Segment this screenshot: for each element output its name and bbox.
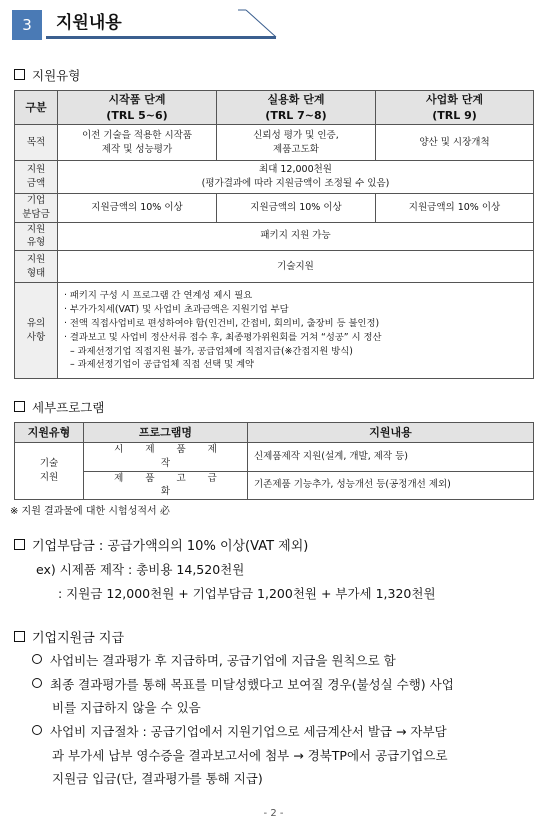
burden-example: ex) 시제품 제작 : 총비용 14,520천원 — [36, 562, 245, 577]
cell-amount: 최대 12,000천원 (평가결과에 따라 지원금액이 조정될 수 있음) — [58, 161, 534, 194]
circle-bullet-icon — [32, 654, 42, 664]
cell-purpose-1: 이전 기술을 적용한 시작품 제작 및 성능평가 — [58, 125, 217, 161]
square-bullet-icon — [14, 539, 25, 550]
note-item: – 과제선정기업 직접지원 불가, 공급업체에 직접지급(※간접지원 방식) — [70, 345, 353, 357]
row-label-amount: 지원 금액 — [15, 161, 58, 194]
th-category: 구분 — [15, 91, 58, 125]
cell-program-2: 제품고급화 — [84, 471, 248, 500]
th-commercial: 실용화 단계 (TRL 7~8) — [217, 91, 376, 125]
square-bullet-icon — [14, 401, 25, 412]
cell-content-1: 신제품제작 지원(설계, 개발, 제작 등) — [248, 443, 534, 472]
row-label-purpose: 목적 — [15, 125, 58, 161]
payment-item-2: 최종 결과평가를 통해 목표를 미달성했다고 보여질 경우(불성실 수행) 사업 — [32, 675, 454, 693]
row-label-notes: 유의 사항 — [15, 283, 58, 379]
circle-bullet-icon — [32, 678, 42, 688]
th-business: 사업화 단계 (TRL 9) — [376, 91, 534, 125]
title-decoration — [238, 9, 278, 39]
row-label-form: 지원 형태 — [15, 251, 58, 283]
payment-item-2-cont: 비를 지급하지 않을 수 있음 — [52, 700, 201, 715]
square-bullet-icon — [14, 69, 25, 80]
burden-breakdown: : 지원금 12,000천원 + 기업부담금 1,200천원 + 부가세 1,320천원 — [58, 586, 436, 601]
note-item: · 부가가치세(VAT) 및 사업비 초과금액은 지원기업 부담 — [64, 303, 289, 315]
payment-item-3: 사업비 지급절차 : 공급기업에서 지원기업으로 세금계산서 발급 → 자부담 — [32, 722, 447, 740]
cell-program-1: 시제품제작 — [84, 443, 248, 472]
cell-share-3: 지원금액의 10% 이상 — [376, 194, 534, 223]
burden-heading: 기업부담금 : 공급가액의의 10% 이상(VAT 제외) — [14, 535, 308, 554]
payment-item-1: 사업비는 결과평가 후 지급하며, 공급기업에 지급을 원칙으로 함 — [32, 651, 396, 669]
note-item: · 결과보고 및 사업비 정산서류 접수 후, 최종평가위원회를 거쳐 “성공” 시 정산 — [64, 331, 382, 343]
cell-share-1: 지원금액의 10% 이상 — [58, 194, 217, 223]
section-title: 지원내용 — [46, 10, 252, 39]
th-program-name: 프로그램명 — [84, 423, 248, 443]
payment-item-3-cont: 과 부가세 납부 영수증을 결과보고서에 첨부 → 경북TP에서 공급기업으로 — [52, 748, 448, 763]
cell-tech-support: 기술 지원 — [15, 443, 84, 500]
payment-item-3-cont2: 지원금 입금(단, 결과평가를 통해 지급) — [52, 771, 263, 786]
cell-purpose-2: 신뢰성 평가 및 인증, 제품고도화 — [217, 125, 376, 161]
cell-notes — [58, 283, 534, 379]
th-prototype: 시작품 단계 (TRL 5~6) — [58, 91, 217, 125]
sub-program-heading: 세부프로그램 — [14, 398, 104, 416]
row-label-share: 기업 분담금 — [15, 194, 58, 223]
support-type-heading: 지원유형 — [14, 66, 80, 84]
page-number: - 2 - — [263, 808, 284, 819]
note-item: – 과제선정기업이 공급업체 직접 선택 및 계약 — [70, 359, 255, 371]
sub-program-table — [14, 422, 534, 500]
th-support-content: 지원내용 — [248, 423, 534, 443]
circle-bullet-icon — [32, 725, 42, 735]
th-support-type: 지원유형 — [15, 423, 84, 443]
note-item: · 패키지 구성 시 프로그램 간 연계성 제시 필요 — [64, 289, 253, 301]
support-type-table — [14, 90, 534, 379]
row-label-type: 지원 유형 — [15, 222, 58, 251]
cell-type: 패키지 지원 가능 — [58, 222, 534, 251]
cell-form: 기술지원 — [58, 251, 534, 283]
square-bullet-icon — [14, 631, 25, 642]
cell-content-2: 기존제품 기능추가, 성능개선 등(공정개선 제외) — [248, 471, 534, 500]
cell-purpose-3: 양산 및 시장개척 — [376, 125, 534, 161]
section-header — [12, 10, 272, 40]
payment-heading: 기업지원금 지급 — [14, 627, 124, 646]
section-number: 3 — [12, 10, 42, 40]
note-item: · 전액 직접사업비로 편성하여야 함(인건비, 간접비, 회의비, 출장비 등 불인정) — [64, 317, 380, 329]
test-report-note: ※ 지원 결과물에 대한 시험성적서 必 — [10, 506, 170, 517]
cell-share-2: 지원금액의 10% 이상 — [217, 194, 376, 223]
